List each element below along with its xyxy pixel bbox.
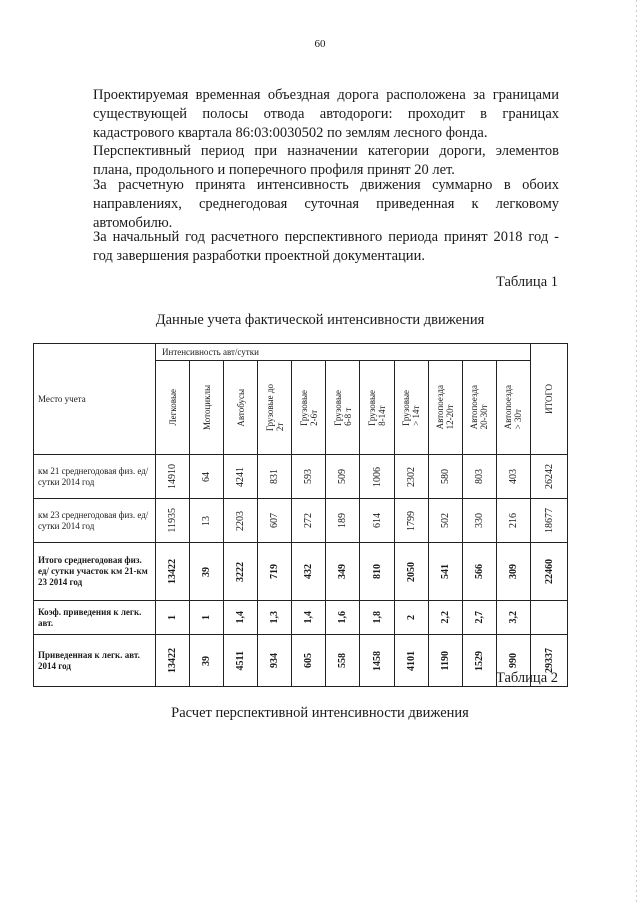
table-cell [190, 499, 224, 543]
table-cell [496, 543, 530, 601]
table-cell [224, 543, 258, 601]
total-cell [531, 543, 568, 601]
traffic-table [33, 343, 568, 687]
paragraph-3: За расчетную принята интенсивность движения суммарно в обоих направлениях, среднегодовая суточная приведенная к легковому автомобилю. [93, 177, 559, 231]
table-cell [258, 601, 292, 635]
cell-value: 1 [167, 615, 179, 620]
total-cell [531, 455, 568, 499]
column-header: Грузовые 6-8 т [332, 389, 353, 426]
row-label: км 21 среднегодовая физ. ед/сутки 2014 год [34, 455, 156, 499]
total-cell [531, 499, 568, 543]
table-row [34, 499, 568, 543]
table-cell [292, 455, 326, 499]
table-row [34, 601, 568, 635]
cell-value: 3,2 [507, 611, 519, 624]
column-header-cell [428, 361, 462, 455]
table-cell [462, 455, 496, 499]
column-header-cell [496, 361, 530, 455]
cell-value: 13 [201, 515, 213, 526]
column-header-cell [462, 361, 496, 455]
column-header: Грузовые 8-14т [367, 389, 387, 426]
cell-value: 39 [201, 655, 213, 666]
table-cell [258, 543, 292, 601]
column-header-cell [190, 361, 224, 455]
table-cell [156, 601, 190, 635]
table2-caption: Расчет перспективной интенсивности движения [171, 705, 469, 721]
paragraph-1: Проектируемая временная объездная дорога расположена за границами существующей полосы отвода автодороги: проходит в границах кадастрового квартала 86:03:0030502 по землям лесного фонда. [93, 87, 559, 141]
table-cell [496, 601, 530, 635]
cell-value: 432 [303, 564, 315, 579]
total-value: 22460 [543, 559, 555, 584]
table-cell [224, 635, 258, 687]
cell-value: 1529 [473, 650, 485, 671]
column-header: Грузовые 2-6т [298, 389, 319, 426]
total-value: 26242 [543, 464, 555, 489]
row-label: км 23 среднегодовая физ. ед/сутки 2014 год [34, 499, 156, 543]
cell-value: 2 [405, 615, 417, 620]
cell-value: 216 [507, 513, 519, 528]
cell-value: 541 [439, 564, 451, 579]
cell-value: 349 [337, 564, 349, 579]
column-header-cell [394, 361, 428, 455]
table-cell [292, 543, 326, 601]
table1-label: Таблица 1 [495, 274, 558, 290]
row-label: Итого среднегодовая физ. ед/ сутки участок км 21-км 23 2014 год [34, 543, 156, 601]
row-label: Коэф. приведения к легк. авт. [34, 601, 156, 635]
cell-value: 803 [473, 469, 485, 484]
place-header: Место учета [34, 344, 156, 455]
table-cell [156, 499, 190, 543]
cell-value: 14910 [167, 464, 179, 489]
column-header: Автопоезда > 30т [503, 385, 524, 430]
table-cell [190, 635, 224, 687]
total-value: 18677 [543, 508, 555, 533]
total-value: 29337 [543, 648, 555, 673]
table-cell [462, 635, 496, 687]
table-cell [258, 499, 292, 543]
table-cell [156, 455, 190, 499]
column-header-cell [258, 361, 292, 455]
cell-value: 614 [371, 513, 383, 528]
cell-value: 2,7 [473, 611, 485, 624]
cell-value: 580 [439, 469, 451, 484]
table-cell [394, 543, 428, 601]
total-header-cell [531, 344, 568, 455]
table-cell [326, 601, 360, 635]
table-cell [360, 543, 394, 601]
cell-value: 11935 [167, 508, 179, 533]
table-cell [224, 455, 258, 499]
table-cell [428, 543, 462, 601]
column-header: Легковые [167, 389, 178, 426]
table-cell [462, 543, 496, 601]
cell-value: 189 [337, 513, 349, 528]
cell-value: 810 [371, 564, 383, 579]
cell-value: 1,6 [337, 611, 349, 624]
table-row [34, 455, 568, 499]
page-margin-line [636, 0, 637, 905]
column-header: Мотоциклы [201, 384, 212, 431]
table-cell [462, 499, 496, 543]
table2-label: Таблица 2 [495, 670, 558, 686]
paragraph-2: Перспективный период при назначении категории дороги, элементов плана, продольного и поперечного профиля принят 20 лет. [93, 143, 559, 178]
table-cell [462, 601, 496, 635]
cell-value: 13422 [167, 559, 179, 584]
table-cell [326, 635, 360, 687]
table-cell [428, 499, 462, 543]
table-cell [394, 601, 428, 635]
column-header-cell [326, 361, 360, 455]
column-header-cell [360, 361, 394, 455]
cell-value: 2050 [405, 561, 417, 582]
column-header-cell [156, 361, 190, 455]
table-cell [428, 635, 462, 687]
cell-value: 593 [303, 469, 315, 484]
cell-value: 605 [303, 653, 315, 668]
table-cell [224, 601, 258, 635]
table-cell [258, 455, 292, 499]
column-header: Грузовые до 2т [264, 383, 285, 432]
table-cell [156, 543, 190, 601]
cell-value: 1190 [439, 650, 451, 671]
cell-value: 330 [473, 513, 485, 528]
table-cell [156, 635, 190, 687]
column-header-cell [292, 361, 326, 455]
cell-value: 566 [473, 564, 485, 579]
cell-value: 1,3 [269, 611, 281, 624]
table-cell [326, 499, 360, 543]
intensity-group-header: Интенсивность авт/сутки [156, 344, 531, 361]
cell-value: 1006 [371, 466, 383, 487]
cell-value: 64 [201, 471, 213, 482]
column-header: Автобусы [235, 388, 246, 427]
column-header-cell [224, 361, 258, 455]
cell-value: 1,8 [371, 611, 383, 624]
table-cell [394, 455, 428, 499]
cell-value: 719 [269, 564, 281, 579]
paragraph-4: За начальный год расчетного перспективного периода принят 2018 год - год завершения разработки проектной документации. [93, 229, 559, 264]
table-cell [394, 635, 428, 687]
cell-value: 1,4 [303, 611, 315, 624]
cell-value: 4241 [235, 466, 247, 487]
cell-value: 272 [303, 513, 315, 528]
table-cell [224, 499, 258, 543]
total-cell [531, 601, 568, 635]
table-cell [360, 499, 394, 543]
table-cell [292, 635, 326, 687]
table-cell [496, 455, 530, 499]
table-row [34, 635, 568, 687]
table-cell [360, 455, 394, 499]
table-cell [326, 543, 360, 601]
column-header: Автопоезда 20-30т [469, 385, 490, 430]
cell-value: 502 [439, 513, 451, 528]
table-cell [190, 543, 224, 601]
table-cell [190, 601, 224, 635]
table-cell [496, 499, 530, 543]
table-cell [292, 601, 326, 635]
cell-value: 3222 [235, 561, 247, 582]
cell-value: 990 [507, 653, 519, 668]
table-cell [292, 499, 326, 543]
cell-value: 1799 [405, 510, 417, 531]
cell-value: 2302 [405, 466, 417, 487]
total-header: ИТОГО [544, 384, 554, 414]
cell-value: 1 [201, 615, 213, 620]
cell-value: 558 [337, 653, 349, 668]
cell-value: 309 [507, 564, 519, 579]
cell-value: 1,4 [235, 611, 247, 624]
row-label: Приведенная к легк. авт. 2014 год [34, 635, 156, 687]
cell-value: 1458 [371, 650, 383, 671]
cell-value: 39 [201, 566, 213, 577]
column-header: Грузовые > 14т [401, 389, 422, 426]
cell-value: 831 [269, 469, 281, 484]
page-number: 60 [314, 38, 326, 50]
cell-value: 4511 [235, 650, 247, 671]
cell-value: 4101 [405, 650, 417, 671]
cell-value: 607 [269, 513, 281, 528]
table-cell [360, 601, 394, 635]
table-cell [190, 455, 224, 499]
table-cell [360, 635, 394, 687]
cell-value: 934 [269, 653, 281, 668]
cell-value: 509 [337, 469, 349, 484]
column-header: Автопоезда 12-20т [435, 385, 456, 430]
table-cell [258, 635, 292, 687]
table-cell [428, 455, 462, 499]
table1-caption: Данные учета фактической интенсивности движения [155, 312, 485, 328]
table-cell [326, 455, 360, 499]
cell-value: 2203 [235, 510, 247, 531]
cell-value: 403 [507, 469, 519, 484]
table-cell [394, 499, 428, 543]
table-cell [428, 601, 462, 635]
cell-value: 2,2 [439, 611, 451, 624]
table-row [34, 543, 568, 601]
cell-value: 13422 [167, 648, 179, 673]
